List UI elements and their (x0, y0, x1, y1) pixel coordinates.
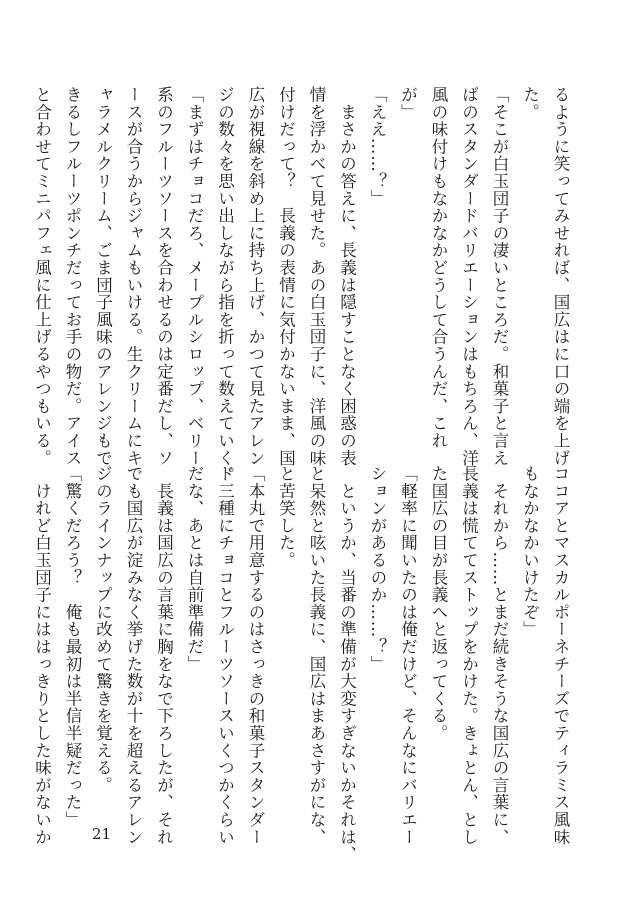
text-line: 「そこが白玉団子の凄いところだ。和菓子と言え (490, 86, 509, 467)
text-line: だな、あとは自前準備だ」 (185, 465, 204, 673)
text-line: ジのラインナップに改めて驚きを覚える。 (93, 465, 113, 794)
text-line: 「驚くだろう？ 俺も最初は半信半疑だった」 (63, 465, 82, 829)
text-line: 情を浮かべて見せた。あの白玉団子に、洋風の味 (307, 86, 326, 467)
text-line: 「軽率に聞いたのは俺だけど、そんなにバリエー (398, 465, 418, 846)
text-line: けれど白玉団子にははっきりとした味がないか (32, 465, 52, 846)
text-line: ココアとマスカルポーネチーズでティラミス風味 (551, 465, 570, 846)
text-line: ースが合うからジャムもいける。生クリームにキ (124, 86, 143, 467)
text-line: きるしフルーツポンチだってお手の物だ。アイス (63, 86, 82, 467)
text-line: ばのスタンダードバリエーションはもちろん、洋 (459, 86, 479, 467)
text-line: 「ええ……？」 (368, 86, 387, 208)
text-line: でも国広が淀みなく挙げた数が十を超えるアレン (124, 465, 143, 846)
text-line: まさかの答えに、長義は隠すことなく困惑の表 (337, 86, 357, 467)
text-line: もなかなかいけたぞ」 (520, 465, 540, 638)
text-line: それから……とまだ続きそうな国広の言葉に、 (490, 465, 509, 846)
text-line: 「本丸で用意するのはさっきの和菓子スタンダー (246, 465, 265, 846)
text-line: た。 (520, 86, 540, 121)
text-line: ャラメルクリーム、ごま団子風味のアレンジもで (93, 86, 113, 467)
text-line: と苦笑した。 (276, 465, 296, 569)
text-line: 広が視線を斜め上に持ち上げ、かつて見たアレン (246, 86, 265, 467)
text-line: ジの数々を思い出しながら指を折って数えていく。 (215, 86, 235, 484)
text-line: というか、当番の準備が大変すぎないかそれは、 (337, 465, 357, 863)
text-line: ド三種にチョコとフルーツソースいくつかくらい (215, 465, 235, 846)
text-line: と呆然と呟いた長義に、国広はまあさすがにな、 (307, 465, 326, 846)
text-line: 長義は慌ててストップをかけた。きょとん、とし (459, 465, 479, 846)
upper-text-block (26, 86, 575, 484)
text-line: と合わせてミニパフェ風に仕上げるやつもいる。 (32, 86, 52, 467)
text-line: 長義は国広の言葉に胸をなで下ろしたが、それ (154, 465, 174, 846)
text-line: 付けだって？ 長義の表情に気付かないまま、国 (276, 86, 296, 467)
text-line: 系のフルーツソースを合わせるのは定番だし、ソ (154, 86, 174, 467)
page-number: 21 (92, 825, 112, 843)
text-line: た国広の目が長義へと返ってくる。 (429, 465, 448, 742)
text-line: が」 (398, 86, 418, 121)
text-line: るように笑ってみせれば、国広はに口の端を上げ (551, 86, 570, 467)
text-line: ションがあるのか……？」 (368, 465, 387, 673)
text-line: 風の味付けもなかなかどうして合うんだ、これ (429, 86, 448, 450)
text-line: 「まずはチョコだろ、メープルシロップ、ベリー (185, 86, 204, 467)
